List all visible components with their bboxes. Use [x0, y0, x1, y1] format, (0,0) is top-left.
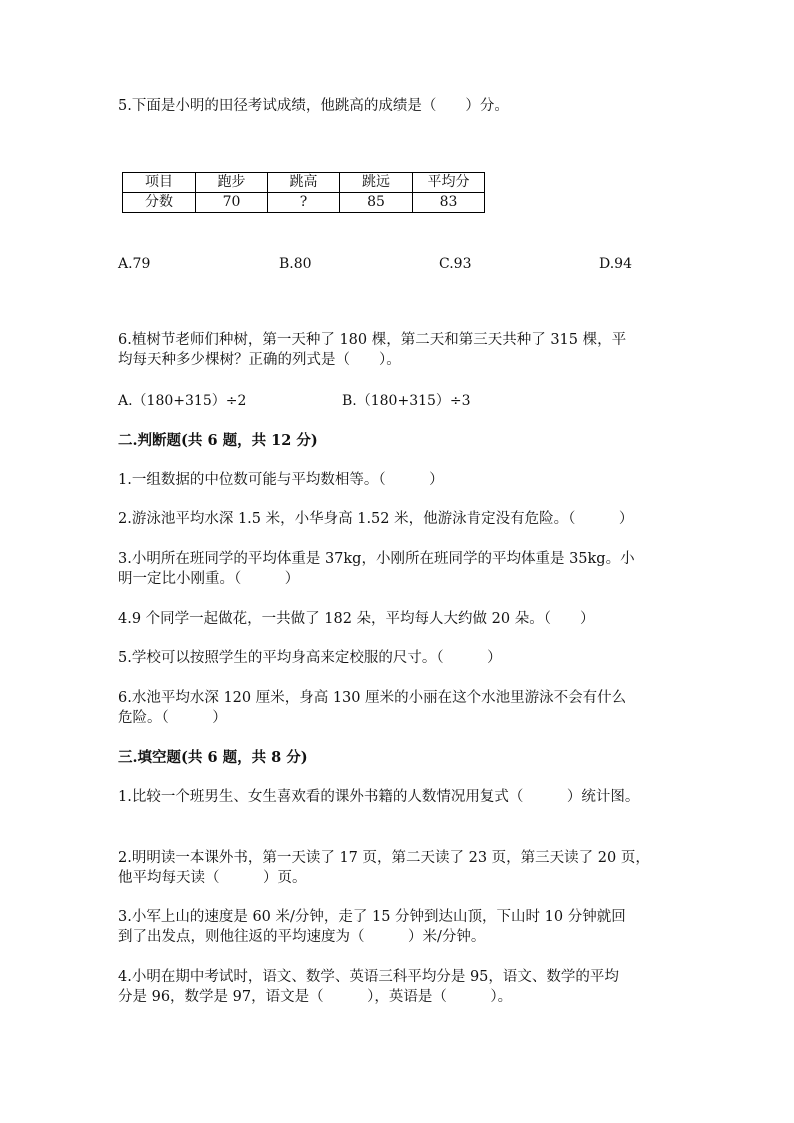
table-cell: 分数: [123, 193, 196, 213]
table-cell: 85: [340, 193, 413, 213]
table-header-cell: 平均分: [413, 173, 485, 193]
score-table: [122, 172, 485, 213]
question-6-line-2: 均每天种多少棵树？正确的列式是（ ）。: [118, 352, 401, 368]
table-header-cell: 项目: [123, 173, 196, 193]
option-d: D.94: [599, 256, 632, 272]
judge-item-3-line-1: 3.小明所在班同学的平均体重是 37kg，小刚所在班同学的平均体重是 35kg。小: [118, 551, 635, 567]
fill-item-4-line-1: 4.小明在期中考试时，语文、数学、英语三科平均分是 95，语文、数学的平均: [118, 969, 619, 985]
option-a: A.（180+315）÷2: [118, 393, 247, 409]
fill-item-1: 1.比较一个班男生、女生喜欢看的课外书籍的人数情况用复式（ ）统计图。: [118, 789, 640, 805]
fill-item-3-line-2: 到了出发点，则他往返的平均速度为（ ）米/分钟。: [118, 929, 486, 945]
fill-item-2-line-2: 他平均每天读（ ）页。: [118, 870, 307, 886]
judge-item-3-line-2: 明一定比小刚重。（ ）: [118, 571, 300, 587]
section-3-title: 三.填空题(共 6 题，共 8 分): [118, 749, 308, 766]
option-c: C.93: [439, 256, 472, 272]
fill-item-4-line-2: 分是 96，数学是 97，语文是（ ），英语是（ ）。: [118, 989, 513, 1005]
judge-item-1: 1.一组数据的中位数可能与平均数相等。（ ）: [118, 472, 444, 488]
table-header-cell: 跑步: [196, 173, 268, 193]
judge-item-6-line-2: 危险。（ ）: [118, 710, 227, 726]
table-row: [123, 173, 485, 193]
table-row: [123, 193, 485, 213]
fill-item-3-line-1: 3.小军上山的速度是 60 米/分钟，走了 15 分钟到达山顶，下山时 10 分钟就回: [118, 909, 626, 925]
option-b: B.80: [279, 256, 312, 272]
table-cell: 83: [413, 193, 485, 213]
judge-item-2: 2.游泳池平均水深 1.5 米，小华身高 1.52 米，他游泳肯定没有危险。（ ）: [118, 511, 634, 527]
table-header-cell: 跳高: [268, 173, 340, 193]
fill-item-2-line-1: 2.明明读一本课外书，第一天读了 17 页，第二天读了 23 页，第三天读了 20 页，: [118, 850, 650, 866]
table-cell: 70: [196, 193, 268, 213]
judge-item-6-line-1: 6.水池平均水深 120 厘米，身高 130 厘米的小丽在这个水池里游泳不会有什么: [118, 690, 627, 706]
table-cell: ?: [268, 193, 340, 213]
judge-item-4: 4.9 个同学一起做花，一共做了 182 朵，平均每人大约做 20 朵。（ ）: [118, 611, 595, 627]
option-a: A.79: [118, 256, 151, 272]
question-6-line-1: 6.植树节老师们种树，第一天种了 180 棵，第二天和第三天共种了 315 棵，平: [118, 332, 627, 348]
table-header-cell: 跳远: [340, 173, 413, 193]
section-2-title: 二.判断题(共 6 题，共 12 分): [118, 432, 318, 449]
question-5-text: 5.下面是小明的田径考试成绩，他跳高的成绩是（ ）分。: [118, 98, 509, 114]
judge-item-5: 5.学校可以按照学生的平均身高来定校服的尺寸。（ ）: [118, 650, 502, 666]
option-b: B.（180+315）÷3: [342, 393, 471, 409]
